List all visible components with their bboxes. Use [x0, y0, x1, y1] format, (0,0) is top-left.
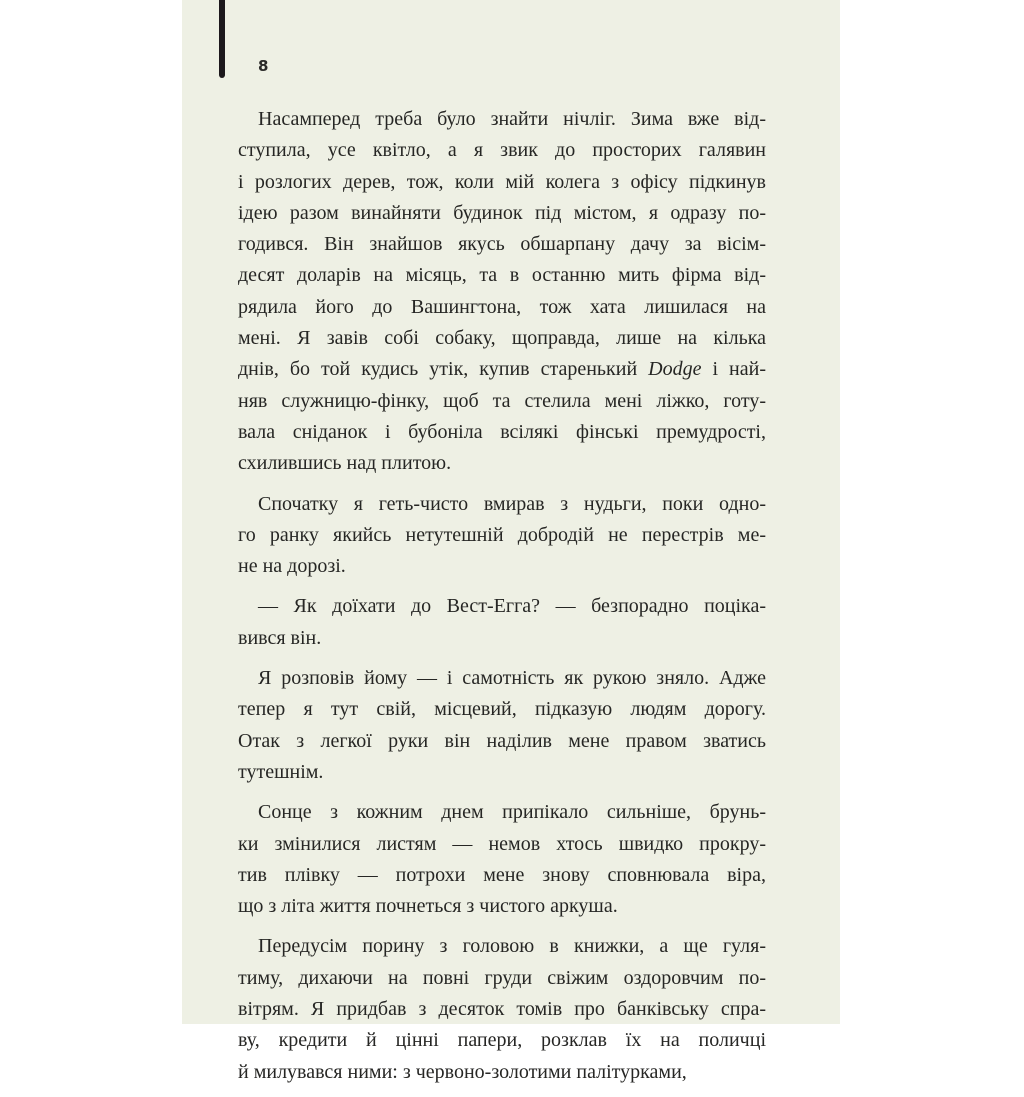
text-line: й милувався ними: з червоно-золотими палітурками, [238, 1060, 687, 1083]
text-line: ідею разом винайняти будинок під містом, я одразу по- [238, 201, 766, 224]
body-text [238, 104, 766, 1097]
text-line: тиму, дихаючи на повні груди свіжим оздоровчим по- [238, 966, 766, 989]
text-line: Отак з легкої руки він наділив мене правом зватись [238, 729, 766, 752]
book-page [182, 0, 840, 1083]
text-line: схилившись над плитою. [238, 452, 452, 475]
text-line: що з літа життя почнеться з чистого аркуша. [238, 895, 618, 918]
text-line: годився. Він знайшов якусь обшарпану дачу за вісім- [238, 233, 766, 256]
paragraph [238, 797, 766, 922]
text-line: мені. Я завів собі собаку, щоправда, лише на кілька [238, 327, 766, 350]
text-line: ступила, усе квітло, а я звик до просторих галявин [238, 139, 766, 162]
text-line: Передусім порину з головою в книжки, а ще гуля- [258, 935, 766, 958]
text-line: го ранку якийсь нетутешній добродій не перестрів ме- [238, 523, 766, 546]
text-line: Спочатку я геть-чисто вмирав з нудьги, поки одно- [258, 492, 766, 515]
text-line: тутешнім. [238, 760, 324, 783]
paragraph [238, 489, 766, 583]
text-line: десят доларів на місяць, та в останню мить фірма від- [238, 264, 766, 287]
text-line: не на дорозі. [238, 555, 346, 578]
paragraph [238, 663, 766, 788]
text-line: ву, кредити й цінні папери, розклав їх на поличці [238, 1029, 766, 1052]
paragraph [238, 591, 766, 654]
bookmark-edge [219, 0, 225, 78]
text-line: вітрям. Я придбав з десяток томів про банківську спра- [238, 998, 766, 1021]
page-number: 8 [258, 57, 269, 75]
text-line: тепер я тут свій, місцевий, підказую людям дорогу. [238, 698, 766, 721]
text-line: і розлогих дерев, тож, коли мій колега з офісу підкинув [238, 170, 766, 193]
paragraph [238, 104, 766, 480]
text-line: Я розповів йому — і самотність як рукою зняло. Адже [258, 667, 766, 690]
text-line: няв служницю-фінку, щоб та стелила мені ліжко, готу- [238, 389, 766, 412]
text-line: Сонце з кожним днем припікало сильніше, брунь- [258, 801, 766, 824]
text-line: Насамперед треба було знайти нічліг. Зима вже від- [258, 108, 766, 130]
text-line: рядила його до Вашингтона, тож хата лишилася на [238, 295, 766, 318]
text-line: вала сніданок і бубоніла всілякі фінські премудрості, [238, 420, 766, 443]
text-line: вився він. [238, 626, 322, 649]
text-line: ки змінилися листям — немов хтось швидко прокру- [238, 832, 766, 855]
text-line: тив плівку — потрохи мене знову сповнювала віра, [238, 863, 766, 886]
paragraph [238, 931, 766, 1087]
text-line: — Як доїхати до Вест-Егга? — безпорадно поціка- [258, 595, 766, 618]
text-line: днів, бо той кудись утік, купив старенький Dodge і най- [238, 358, 767, 381]
